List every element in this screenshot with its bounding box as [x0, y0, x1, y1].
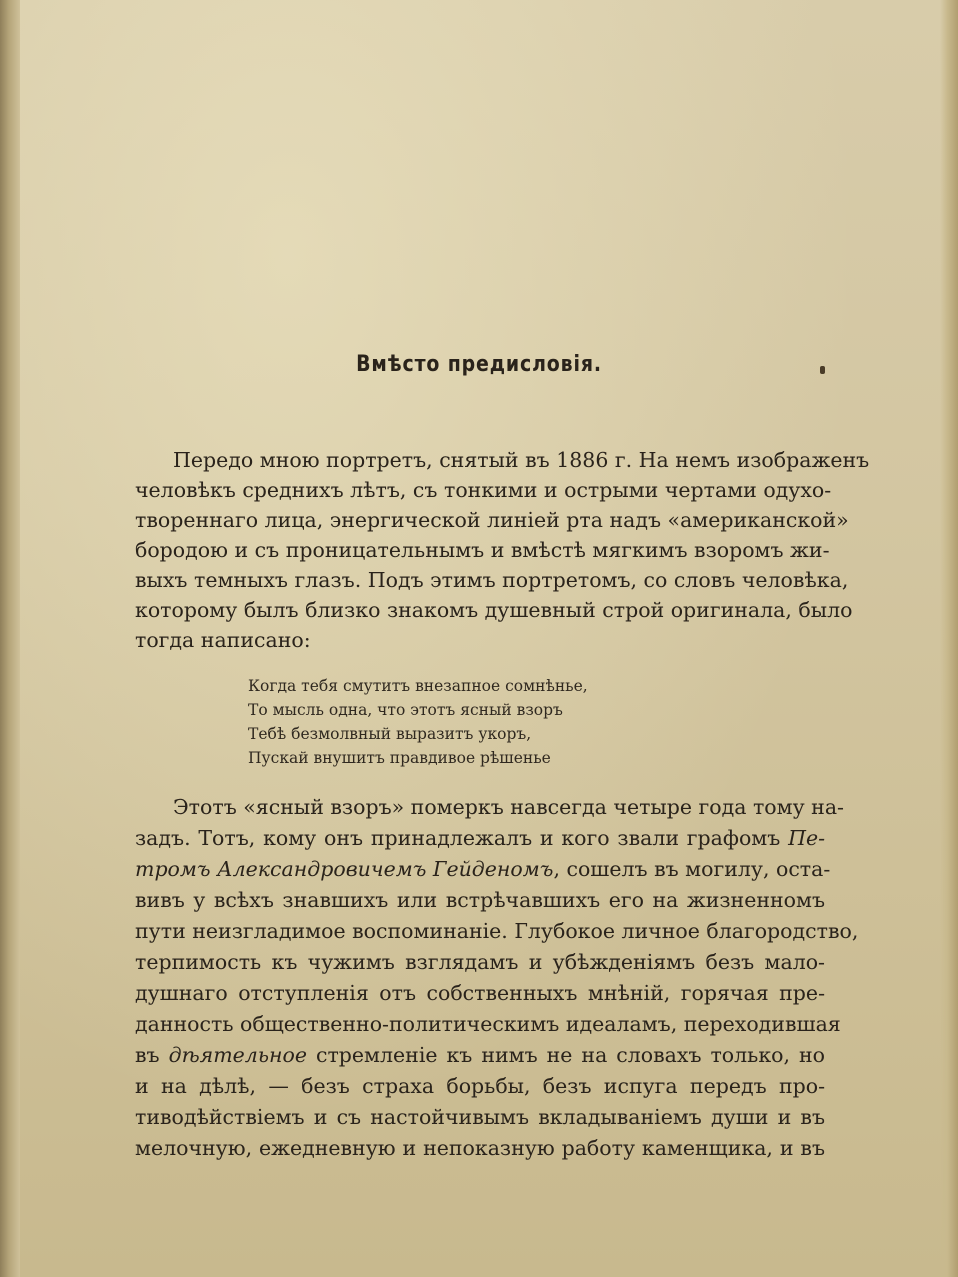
page-left-edge — [0, 0, 20, 1277]
verse-line: Когда тебя смутитъ внезапное сомнѣнье, — [248, 677, 588, 695]
verse-line: Пускай внушитъ правдивое рѣшенье — [248, 749, 551, 767]
text-span: стремленіе къ нимъ не на словахъ только, но — [307, 1043, 825, 1067]
text-line: которому былъ близко знакомъ душевный строй оригинала, было — [135, 598, 853, 622]
text-line — [135, 1040, 825, 1070]
italic-word: дѣятельное — [168, 1043, 307, 1067]
verse-line: То мысль одна, что этотъ ясный взоръ — [248, 701, 563, 719]
text-line: Передо мною портретъ, снятый въ 1886 г. На немъ изображенъ — [173, 448, 870, 472]
text-line — [135, 854, 831, 884]
text-line: пути неизгладимое воспоминаніе. Глубокое личное благородство, — [135, 919, 859, 943]
italic-name: Пе- — [788, 826, 825, 850]
text-line: терпимость къ чужимъ взглядамъ и убѣжденіямъ безъ мало- — [135, 950, 825, 974]
page-heading: Вмѣсто предисловія. — [356, 352, 602, 377]
italic-name: тромъ Александровичемъ Гейденомъ — [135, 857, 554, 881]
text-span: въ — [135, 1043, 169, 1067]
text-line: твореннаго лица, энергической линіей рта надъ «американской» — [135, 508, 849, 532]
text-line: бородою и съ проницательнымъ и вмѣстѣ мягкимъ взоромъ жи- — [135, 538, 830, 562]
page-right-edge — [940, 0, 958, 1277]
text-span: задъ. Тотъ, кому онъ принадлежалъ и кого звали графомъ — [135, 826, 789, 850]
text-line: вивъ у всѣхъ знавшихъ или встрѣчавшихъ его на жизненномъ — [135, 888, 825, 912]
text-span: , сошелъ въ могилу, оста- — [553, 857, 831, 881]
text-line: тогда написано: — [135, 628, 311, 652]
text-line: данность общественно-политическимъ идеаламъ, переходившая — [135, 1012, 841, 1036]
text-line — [135, 823, 825, 853]
text-line: Этотъ «ясный взоръ» померкъ навсегда четыре года тому на- — [173, 795, 844, 819]
text-line: выхъ темныхъ глазъ. Подъ этимъ портретомъ, со словъ человѣка, — [135, 568, 849, 592]
text-line: тиводѣйствіемъ и съ настойчивымъ вкладываніемъ души и въ — [135, 1105, 825, 1129]
verse-line: Тебѣ безмолвный выразитъ укоръ, — [248, 725, 532, 743]
text-line: человѣкъ среднихъ лѣтъ, съ тонкими и острыми чертами одухо- — [135, 478, 832, 502]
text-line: и на дѣлѣ, — безъ страха борьбы, безъ испуга передъ про- — [135, 1074, 825, 1098]
text-line: душнаго отступленія отъ собственныхъ мнѣній, горячая пре- — [135, 981, 825, 1005]
text-line: мелочную, ежедневную и непоказную работу каменщика, и въ — [135, 1136, 825, 1160]
